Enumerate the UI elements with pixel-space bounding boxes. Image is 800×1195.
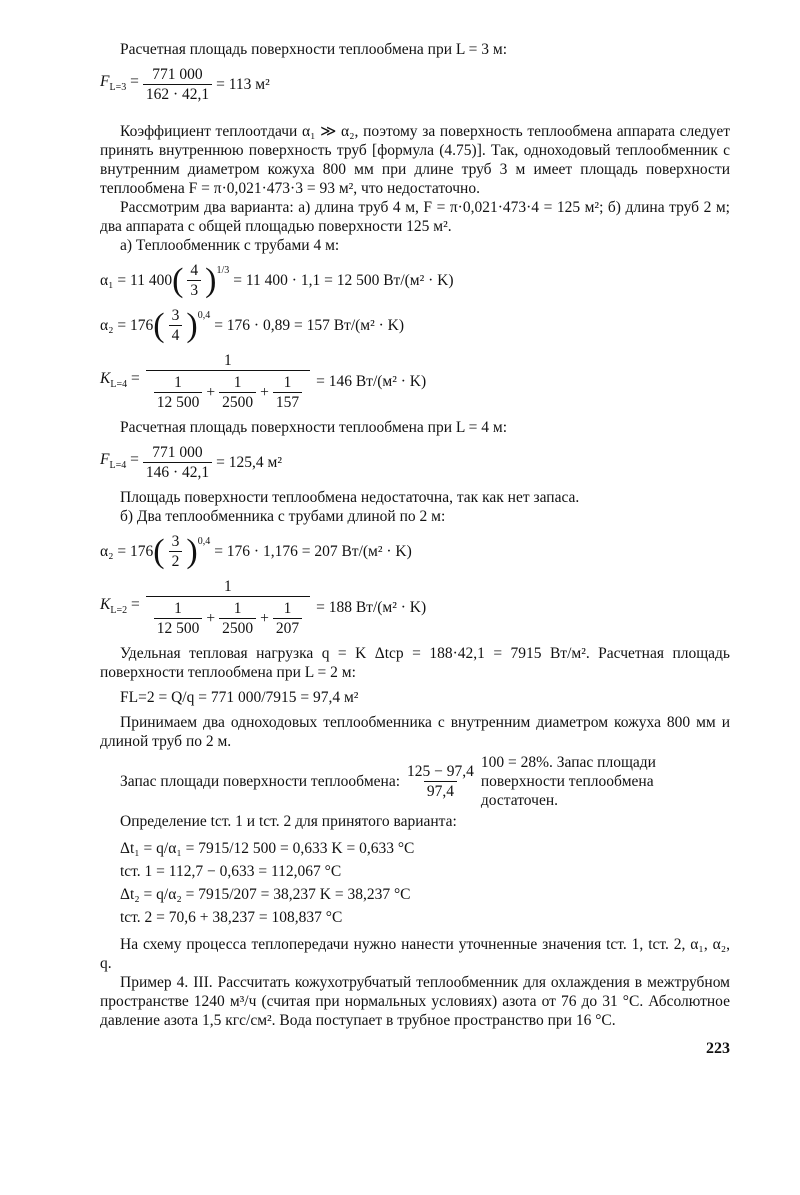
paragraph-example: Пример 4. III. Рассчитать кожухотрубчатый теплообменник для охлаждения в межтрубном пространстве 1240 м³/ч (считая при нормальных условиях) азота от 76 до 31 °C. Абсолютное давление азота 1,5 кгс/см². Вода поступает в трубное пространство при 16 °C. [100, 974, 730, 1029]
text-line: Расчетная площадь поверхности теплообмена при L = 3 м: [120, 41, 508, 58]
paragraph: Площадь поверхности теплообмена недостаточна, так как нет запаса. [120, 489, 580, 506]
equation-alpha2: α₂ = 176 ( $\frac{3}{4}$ ) $^{0,4}$ = 176 · 0,89 = 157 Вт/(м² · K) [100, 306, 405, 344]
equation-f-l3: $F_{L=3}$ = $\frac{771 000}{162 \cdot 42,1}$ = 113 м² [100, 66, 270, 103]
paragraph: Рассмотрим два варианта: а) длина труб 4 м, F = π·0,021·473·4 = 125 м²; б) длина труб 2 м; два аппарата с общей площадью поверхности 125 м². [100, 199, 730, 235]
paragraph: Коэффициент теплоотдачи α₁ ≫ α₂, поэтому за поверхность теплообмена аппарата следует принять внутреннюю поверхность труб [формула (4.75)]. Так, одноходовый теплообменник с внутренним диаметром кожуха 800 мм при длине труб 3 м имеет площадь поверхности теплообмена F = π·0,021·473·3 = 93 м², что недостаточно. [100, 123, 730, 197]
equation-dt2: Δt₂ = q/α₂ = 7915/207 = 38,237 K = 38,237 °C [120, 886, 411, 903]
page-number: 223 [706, 1040, 730, 1057]
paragraph: Принимаем два одноходовых теплообменника с внутренним диаметром кожуха 800 мм и длиной труб по 2 м. [100, 714, 730, 750]
equation-f-l4: $F_{L=4}$ = $\frac{771 000}{146 \cdot 42,1}$ = 125,4 м² [100, 444, 282, 481]
fraction: $\frac{771 000}{162 \cdot 42,1}$ [143, 65, 212, 104]
equation-alpha2-b: α₂ = 176 ( $\frac{3}{2}$ ) $^{0,4}$ = 176 · 1,176 = 207 Вт/(м² · K) [100, 532, 412, 570]
paragraph: На схему процесса теплопередачи нужно нанести уточненные значения tст. 1, tст. 2, α₁, α₂, q. [100, 936, 730, 972]
equation-k-l4: $K_{L=4}$ = 1 $\frac{1}{12 500}$ + $\frac{1}{2500}$ + $\frac{1}{157}$ = 146 Вт/(м² · K) [100, 352, 427, 411]
paragraph: а) Теплообменник с трубами 4 м: [120, 237, 340, 254]
text-line: Расчетная площадь поверхности теплообмена при L = 4 м: [120, 419, 508, 436]
equation-dt1: Δt₁ = q/α₁ = 7915/12 500 = 0,633 K = 0,633 °C [120, 840, 415, 857]
equation-f-l2: FL=2 = Q/q = 771 000/7915 = 97,4 м² [120, 689, 359, 706]
equation-tst2: tст. 2 = 70,6 + 38,237 = 108,837 °C [120, 909, 343, 926]
equation-k-l2: $K_{L=2}$ = 1 $\frac{1}{12 500}$ + $\frac{1}{2500}$ + $\frac{1}{207}$ = 188 Вт/(м² · K) [100, 578, 427, 637]
equation-reserve: Запас площади поверхности теплообмена: $\frac{125 - 97,4}{97,4}$ 100 = 28%. Запас площади поверхности теплообмена достаточен. [120, 754, 656, 809]
paragraph: б) Два теплообменника с трубами длиной по 2 м: [120, 508, 446, 525]
paragraph: Определение tст. 1 и tст. 2 для принятого варианта: [120, 813, 457, 830]
equation-alpha1: α₁ = 11 400 ( $\frac{4}{3}$ ) $^{1/3}$ = 11 400 · 1,1 = 12 500 Вт/(м² · K) [100, 261, 454, 299]
equation-tst1: tст. 1 = 112,7 − 0,633 = 112,067 °C [120, 863, 342, 880]
paragraph: Удельная тепловая нагрузка q = K Δtср = 188·42,1 = 7915 Вт/м². Расчетная площадь поверхности теплообмена при L = 2 м: [100, 645, 730, 681]
